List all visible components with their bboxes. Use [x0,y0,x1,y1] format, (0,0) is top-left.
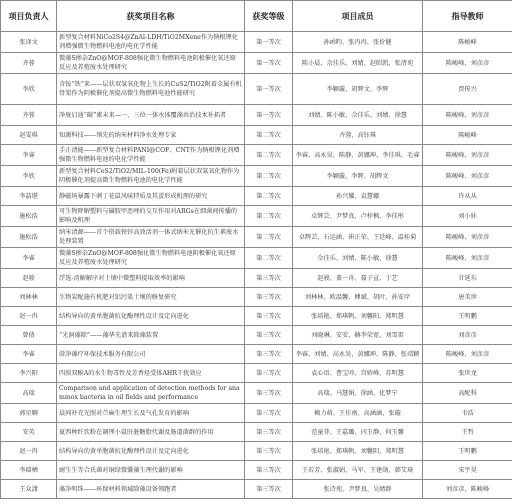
header-project: 获奖项目名称 [57,1,245,32]
leader-cell-text: 赵骏 [22,274,35,282]
project-name-cell [57,105,245,126]
teacher-cell [423,187,512,206]
table-row [1,248,512,269]
project-name-cell-text: 知源科技——领先的纳米材料净水处理专家 [59,131,177,139]
teacher-cell-text: 贾传兴 [458,85,477,93]
award-grade-cell-text: 第一等次 [256,85,281,93]
project-name-cell [57,307,245,326]
leader-cell-text: 李兴阳 [19,369,38,377]
project-name-cell-text: 澄净藻疗环保技术服务有限公司 [59,350,146,358]
members-cell-text: 赖力萌、王佳南、高涵涵、张璇 [314,409,401,417]
table-row [1,480,512,499]
teacher-cell-text: 甘延东 [458,274,477,282]
teacher-cell-text: 王明鹏 [458,447,477,455]
project-name-cell-text: 净废启迪“碳”素未来—一、三位一体水体覆藻共治技术补拓者 [59,111,227,119]
project-name-cell-text: 耐生生等合氏菌对铜绿微囊藻生理代谢的影响 [59,466,183,474]
members-cell [293,145,423,166]
teacher-cell-text: 陈峻峰、刘彦彦 [445,172,490,180]
project-name-cell [57,345,245,364]
project-name-cell [57,423,245,442]
members-cell-text: 李颖璇、胡辉文、李辉 [326,85,389,93]
members-cell-text: 李颖璇、李辉、胡辉文 [326,172,389,180]
members-cell-text: 李睿、刘婧、高永昊、黄娜坤、陈静、张靖颖 [295,350,420,358]
award-grade-cell-text: 第三等次 [256,369,281,377]
project-name-cell-text: 新型复合材料CeS2/TiO2/MIL-100(Fe)附着层状双氢氧化物作为阴极催化剂提高微生物燃料电池的电化学性能 [59,168,240,184]
project-name-cell [57,166,245,187]
leader-cell-text: 赵雯琪 [19,131,38,139]
members-cell [293,206,423,227]
teacher-cell-text: 陈峻峰、刘彦彦 [445,59,490,67]
teacher-cell-text: 陈峻峰、刘彦彦 [445,350,490,358]
members-cell-text: 张诗苑、尹梦真、吴婧群 [323,485,392,493]
teacher-cell [423,404,512,423]
teacher-cell [423,145,512,166]
members-cell-text: 张培艳、郑琪帆、刘馨阳、郑明慧 [311,312,404,320]
leader-cell-text: 李睿 [22,254,35,262]
project-name-cell [57,145,245,166]
header-grade: 获奖等级 [245,1,293,32]
table-row [1,345,512,364]
teacher-cell [423,206,512,227]
award-grade-cell [245,166,293,187]
project-name-cell-text: 手正清能——新型复合材料PANI@COF、CNT作为钠根锂化剂增强微生物燃料电池的电化学性能 [59,147,240,163]
award-grade-cell-text: 第二等次 [256,151,281,159]
leader-cell-text: 李喆堪 [19,192,38,200]
project-name-cell [57,206,245,227]
project-name-cell [57,32,245,53]
members-cell-text: 赵骏、盖一舟、聂子宣、于艺 [317,274,398,282]
table-row [1,166,512,187]
members-cell-text: 王若芳、张淑娟、马军、王建勋、韩艾琦 [301,466,414,474]
teacher-cell [423,74,512,105]
teacher-cell-text: 陈峻峰、刘彦彦 [445,111,490,119]
project-name-cell [57,53,245,74]
award-grade-cell-text: 第三等次 [256,389,281,397]
teacher-cell [423,461,512,480]
members-cell [293,364,423,383]
award-grade-cell [245,53,293,74]
award-grade-cell [245,404,293,423]
leader-cell [1,326,57,345]
project-name-cell [57,288,245,307]
members-cell-text: 袁心语、曹宝吟、宫娇峰、苏明慧 [311,369,404,377]
leader-cell [1,206,57,227]
award-grade-cell-text: 第三等次 [256,447,281,455]
award-grade-cell-text: 第三等次 [256,331,281,339]
table-row [1,187,512,206]
project-name-cell [57,480,245,499]
header-leader: 项目负责人 [1,1,57,32]
award-grade-cell-text: 第二等次 [256,172,281,180]
leader-cell [1,404,57,423]
members-cell [293,74,423,105]
award-grade-cell [245,105,293,126]
award-grade-cell-text: 第三等次 [256,293,281,301]
teacher-cell-text: 许从从 [458,192,477,200]
award-grade-cell-text: 第一等次 [256,38,281,46]
teacher-cell [423,480,512,499]
members-cell [293,404,423,423]
teacher-cell-text: 陈峻峰、刘彦彦 [445,254,490,262]
teacher-cell [423,227,512,248]
project-name-cell [57,227,245,248]
project-name-cell-text: 结构导向的黄单胞菌抗化酶理性设计及定向进化 [59,312,189,320]
leader-cell [1,269,57,288]
award-grade-cell [245,326,293,345]
table-body [1,32,512,499]
table-row [1,53,512,74]
leader-cell-text: 高瑞 [22,389,35,397]
table-row [1,383,512,404]
members-cell [293,105,423,126]
award-grade-cell-text: 第三等次 [256,428,281,436]
teacher-cell [423,288,512,307]
project-name-cell-text: 可生物降解塑料与磺胺甲恶唑的交互作用对ARGs在细菌间传播的影响及机理 [59,208,238,224]
leader-cell [1,53,57,74]
leader-cell-text: 安英 [22,428,35,436]
award-grade-cell [245,442,293,461]
teacher-cell [423,345,512,364]
leader-cell [1,383,57,404]
members-cell-text: 孙函昀、张冉冉、张价健 [323,38,392,46]
members-cell [293,227,423,248]
members-cell [293,187,423,206]
teacher-cell-text: 王明鹏 [458,312,477,320]
leader-cell-text: 李睿 [22,350,35,358]
teacher-cell-text: 张世龙 [458,369,477,377]
leader-cell-text: 施松浩 [19,212,38,220]
project-name-cell-text: 新型复合材料NiCo2S4@ZnAl-LDH/TiO2MXene作为钠根锂化剂增强微生物燃料电池的电化学性能 [59,34,238,50]
members-cell-text: 卓辉芸、尹梦真、卢梓枫、李佳彤 [311,212,404,220]
members-cell [293,307,423,326]
members-cell-text: 佘佳乐、刘婧、陈小敏、徐慧 [317,254,398,262]
teacher-cell [423,32,512,53]
members-cell-text: 张培艳、郑琪帆、刘馨阳、郑明慧 [311,447,404,455]
leader-cell-text: 赵一冉 [19,312,38,320]
project-name-cell-text: 浮选-消解解序对土壤中微塑料提取效率的影响 [59,274,185,282]
table-row [1,145,512,166]
leader-cell-text: 赵一冉 [19,447,38,455]
award-grade-cell [245,364,293,383]
leader-cell [1,461,57,480]
teacher-cell [423,307,512,326]
project-name-cell-text: 含铵“铁”来——层状双氢氧化物上生长的CuS2/TiO2附着金属有机骨架作为阴极催化剂提高微生物燃料电池性能研究 [59,81,242,97]
leader-cell-text: 王众潇 [19,485,38,493]
table-row [1,404,512,423]
project-name-cell-text: 微藻S掺杂ZnO@MOF-808强化微生物燃料电池阴极催化氧还原反应及养殖废水处理研究 [59,250,236,266]
project-name-cell [57,364,245,383]
project-name-cell [57,74,245,105]
table-row [1,227,512,248]
award-grade-cell-text: 第二等次 [256,131,281,139]
leader-cell [1,423,57,442]
leader-cell-text: 施松浩 [19,233,38,241]
members-cell [293,288,423,307]
teacher-cell-text: 陈峻峰 [458,38,477,46]
award-grade-cell [245,269,293,288]
table-row [1,206,512,227]
table-row [1,269,512,288]
header-teacher: 指导教师 [423,1,512,32]
leader-cell-text: 李欣 [22,172,35,180]
project-name-cell-text: 纳米清源——首个搭载铁锌高效活剂一体式纳米光催化抗生素废水处理装置 [59,229,239,245]
members-cell [293,32,423,53]
project-name-cell [57,187,245,206]
project-name-cell-text: 结构导向的黄单胞菌抗化酶理性设计及定向进化 [59,447,189,455]
members-cell-text: 高瑞、马慧娟、徐涵、化梦宁 [317,389,398,397]
leader-cell [1,345,57,364]
leader-cell [1,307,57,326]
members-cell-text: 范童菲、王嘉璐、闫玉静、何玉馨 [311,428,404,436]
table-row [1,32,512,53]
leader-cell-text: 郭星聊 [19,409,38,417]
table-row [1,461,512,480]
members-cell-text: 刘晓琳、安安、赫李荣宽、刘雪雷 [311,331,404,339]
leader-cell-text: 刘林林 [19,293,38,301]
award-grade-cell [245,383,293,404]
award-grade-cell [245,206,293,227]
teacher-cell-text: 陈峻峰、刘彦彦 [445,233,490,241]
project-name-cell [57,404,245,423]
award-grade-cell-text: 第三等次 [256,350,281,358]
project-name-cell-text: 静磁场暴露下刺丁花鼠风味特质及其蛋形成机理的研究 [59,192,208,200]
leader-cell [1,126,57,145]
award-grade-cell [245,423,293,442]
table-row [1,364,512,383]
award-grade-cell [245,288,293,307]
project-name-cell-text: 生物炭配施有机肥对铝污染土壤的修复研究 [59,293,177,301]
members-cell [293,53,423,74]
project-name-cell-text: 夏西种纤饮粉在调理小鼠肝脏糖脂代谢及肠道菌群的作用 [59,428,214,436]
leader-cell [1,288,57,307]
project-name-cell [57,269,245,288]
header-members: 项目成员 [293,1,423,32]
project-name-cell-text: 微藻S掺杂ZnO@MOF-808强化微生物燃料电池阴极催化氧还原反应及养殖废水处理研究 [59,55,236,71]
leader-cell-text: 曾倩 [22,331,35,339]
leader-cell [1,74,57,105]
leader-cell [1,227,57,248]
table-row [1,307,512,326]
project-name-cell [57,383,245,404]
members-cell [293,461,423,480]
table-row [1,74,512,105]
members-cell-text: 李睿、高永昊、陈静、黄娜坤、李佳琪、毛睿 [295,151,420,159]
table-row [1,288,512,307]
award-grade-cell-text: 第二等次 [256,192,281,200]
members-cell [293,166,423,187]
table-row [1,442,512,461]
teacher-cell [423,166,512,187]
project-name-cell [57,126,245,145]
award-grade-cell-text: 第二等次 [256,254,281,262]
leader-cell [1,442,57,461]
award-grade-cell-text: 第一等次 [256,111,281,119]
table-row [1,326,512,345]
leader-cell [1,32,57,53]
award-grade-cell-text: 第三等次 [256,312,281,320]
teacher-cell [423,126,512,145]
members-cell-text: 刘林林、欧温馨、傅斌、胡叶、孙安岸 [304,293,411,301]
leader-cell [1,480,57,499]
leader-cell-text: 齐蓉 [22,59,35,67]
award-grade-cell [245,248,293,269]
teacher-cell-text: 陈峻峰 [458,131,477,139]
members-cell [293,480,423,499]
leader-cell [1,187,57,206]
project-name-cell-text: Comparison and application of detection methods for anammox bacteria in oil fields and performance [59,385,240,401]
teacher-cell [423,442,512,461]
award-grade-cell-text: 第一等次 [256,59,281,67]
members-cell [293,269,423,288]
project-name-cell [57,461,245,480]
project-name-cell [57,248,245,269]
award-grade-cell [245,227,293,248]
award-grade-cell [245,307,293,326]
members-cell [293,126,423,145]
leader-cell [1,105,57,126]
project-name-cell-text: 藻净明珠——环保材料领域除藻设备领跑者 [59,485,177,493]
header-row [1,1,512,32]
project-name-cell-text: 晨间补充光照对苎麻生理生长及气孔发育的影响 [59,409,189,417]
award-grade-cell [245,74,293,105]
teacher-cell-text: 宋宇昊 [458,466,477,474]
teacher-cell-text: 刘彦彦、陈峻峰 [445,485,490,493]
teacher-cell-text: 王哲 [461,428,474,436]
award-grade-cell [245,461,293,480]
table-header [1,1,512,32]
leader-cell-text: 李睿 [22,151,35,159]
members-cell [293,345,423,364]
teacher-cell-text: 唐美珍 [458,293,477,301]
project-name-cell-text: 四溴双酚A的水生物毒性及芳香烃受体AHR干扰效应 [59,369,202,377]
award-grade-cell-text: 第二等次 [256,233,281,241]
teacher-cell-text: 刘小娃 [458,212,477,220]
award-grade-cell-text: 第三等次 [256,485,281,493]
leader-cell-text: 张译文 [19,38,38,46]
award-grade-cell [245,480,293,499]
award-grade-cell [245,187,293,206]
project-name-cell [57,326,245,345]
leader-cell [1,364,57,383]
award-grade-cell [245,126,293,145]
members-cell-text: 齐蓉、高钰琪 [338,131,377,139]
teacher-cell [423,269,512,288]
leader-cell-text: 李瑞栖 [19,466,38,474]
table-row [1,126,512,145]
leader-cell-text: 李欣 [22,85,35,93]
teacher-cell-text: 刘彦彦 [458,331,477,339]
teacher-cell [423,105,512,126]
award-grade-cell-text: 第三等次 [256,466,281,474]
members-cell [293,442,423,461]
teacher-cell [423,383,512,404]
table-row [1,423,512,442]
leader-cell [1,248,57,269]
members-cell-text: 陈小晨、佘佳乐、刘婧、赵昭凯、张清苑 [301,59,414,67]
award-grade-cell-text: 第三等次 [256,274,281,282]
teacher-cell-text: 高配科 [458,389,477,397]
members-cell-text: 孙兴耀、袁慧娜 [335,192,380,200]
teacher-cell-text: 陈峻峰、刘彦彦 [445,151,490,159]
members-cell [293,248,423,269]
award-grade-cell-text: 第二等次 [256,212,281,220]
members-cell [293,423,423,442]
members-cell-text: 卓辉芸、石运涵、崔正荣、王廷峰、温桂菊 [298,233,417,241]
leader-cell [1,166,57,187]
teacher-cell [423,53,512,74]
teacher-cell [423,364,512,383]
leader-cell [1,145,57,166]
teacher-cell [423,326,512,345]
teacher-cell-text: 韦浩 [461,409,474,417]
members-cell [293,326,423,345]
project-name-cell-text: “光洞藻除”——藻华光谱来除藻装置 [59,331,159,339]
award-grade-cell-text: 第三等次 [256,409,281,417]
teacher-cell [423,248,512,269]
project-name-cell [57,442,245,461]
award-grade-cell [245,145,293,166]
members-cell [293,383,423,404]
teacher-cell [423,423,512,442]
table-row [1,105,512,126]
award-grade-cell [245,345,293,364]
leader-cell-text: 齐蓉 [22,111,35,119]
members-cell-text: 刘婧、陈小敏、佘佳乐、刘婧、徐慧 [308,111,407,119]
award-grade-cell [245,32,293,53]
